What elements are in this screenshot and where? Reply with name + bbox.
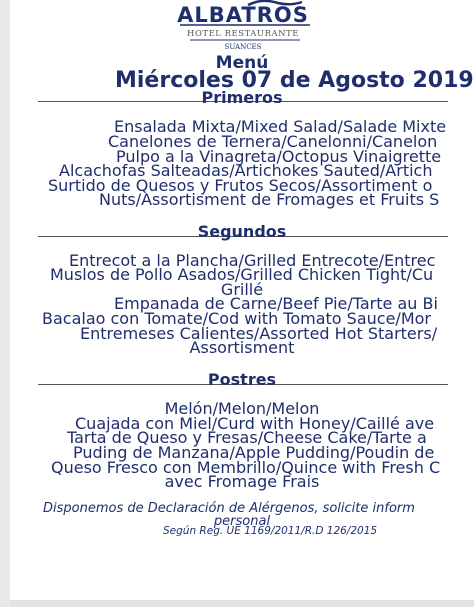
allergens-note-cont: personal bbox=[213, 514, 271, 529]
menu-item: Bacalao con Tomate/Cod with Tomato Sauce/Mor bbox=[42, 309, 431, 328]
page-shadow bbox=[10, 600, 474, 607]
menu-item: Melón/Melon/Melon bbox=[164, 399, 320, 418]
logo-location: SUANCES bbox=[224, 43, 262, 51]
menu-item: Puding de Manzana/Apple Pudding/Poudin de bbox=[73, 443, 435, 462]
menu-item: Cuajada con Miel/Curd with Honey/Caillé ave bbox=[75, 414, 435, 433]
section-title-primeros: Primeros bbox=[201, 88, 283, 107]
menu-item: Tarta de Queso y Fresas/Cheese Cake/Tarte a bbox=[67, 428, 427, 447]
menu-date: Miércoles 07 de Agosto 2019 bbox=[115, 68, 474, 93]
menu-item: Nuts/Assortisment de Fromages et Fruits S bbox=[99, 190, 440, 209]
regulation-note: Según Reg. UE 1169/2011/R.D 126/2015 bbox=[163, 525, 378, 537]
menu-title: Menú bbox=[215, 53, 269, 73]
menu-item: Entremeses Calientes/Assorted Hot Starters/ bbox=[80, 324, 438, 343]
menu-item: Muslos de Pollo Asados/Grilled Chicken Tight/Cu bbox=[50, 265, 434, 284]
allergens-note: Disponemos de Declaración de Alérgenos, solicite inform bbox=[43, 501, 415, 516]
menu-item: Alcachofas Salteadas/Artichokes Sauted/Artich bbox=[59, 161, 433, 180]
section-title-postres: Postres bbox=[207, 370, 277, 389]
menu-item: Surtido de Quesos y Frutos Secos/Assortiment o bbox=[48, 176, 433, 195]
logo-subtitle: HOTEL RESTAURANTE bbox=[187, 29, 299, 39]
logo-name: ALBATROS bbox=[177, 3, 309, 27]
menu-item: Pulpo a la Vinagreta/Octopus Vinaigrette bbox=[116, 147, 442, 166]
menu-page bbox=[10, 0, 474, 600]
section-title-segundos: Segundos bbox=[197, 222, 287, 241]
menu-item: Ensalada Mixta/Mixed Salad/Salade Mixte bbox=[114, 117, 447, 136]
menu-item: Canelones de Ternera/Canelonni/Canelon bbox=[108, 132, 438, 151]
menu-item: Entrecot a la Plancha/Grilled Entrecote/Entrec bbox=[69, 251, 436, 270]
menu-item: avec Fromage Frais bbox=[164, 472, 320, 491]
menu-item: Grillé bbox=[220, 280, 264, 299]
hotel-logo bbox=[10, 0, 474, 56]
menu-item: Empanada de Carne/Beef Pie/Tarte au Bi bbox=[114, 294, 438, 313]
menu-item: Assortisment bbox=[189, 338, 295, 357]
menu-item: Queso Fresco con Membrillo/Quince with Fresh C bbox=[51, 458, 441, 477]
